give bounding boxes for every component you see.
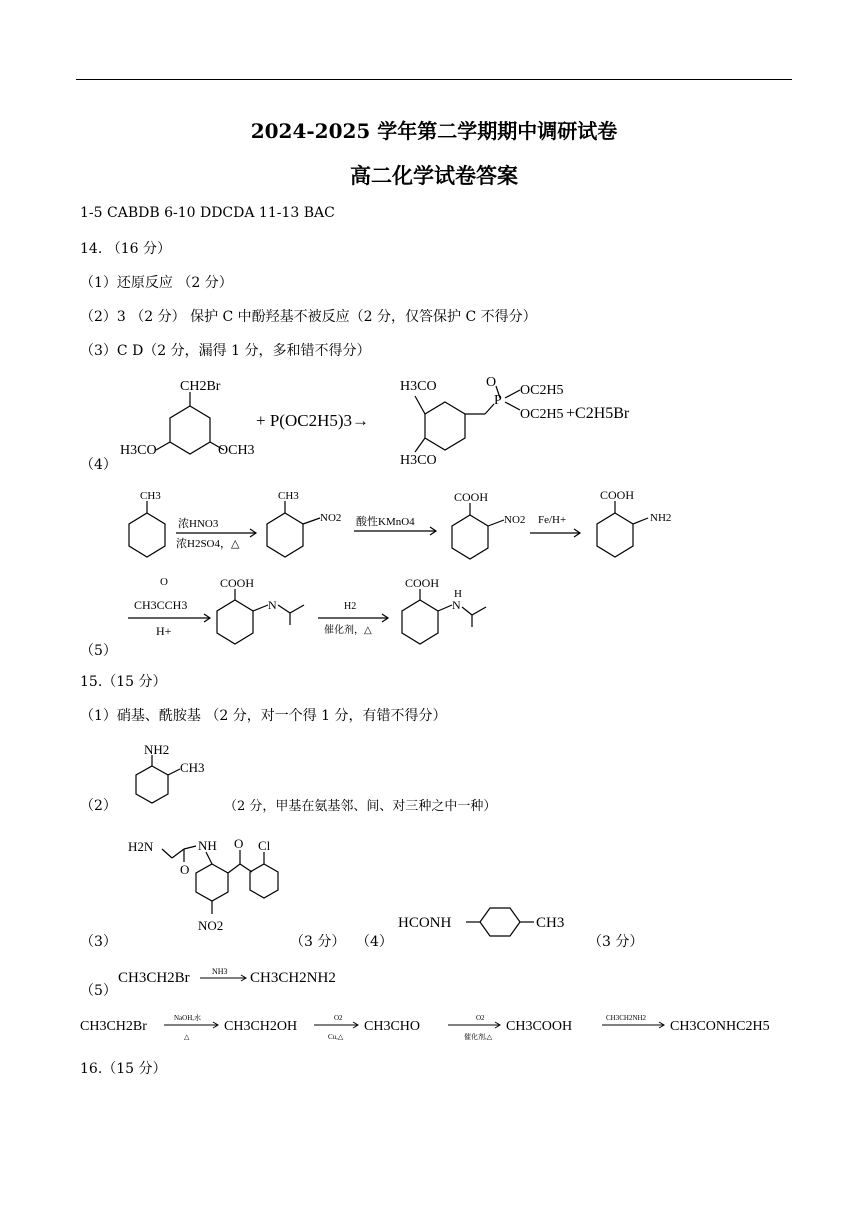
imine-cooh: COOH <box>220 576 255 590</box>
route-b-s3: CH3CHO <box>364 1019 421 1034</box>
route-b-s2: CH3CH2OH <box>224 1019 298 1034</box>
q15-part5-label: （5） <box>80 983 117 999</box>
q15-part5-route-b <box>78 1008 788 1044</box>
product-methoxy-bottom: H3CO <box>400 453 437 468</box>
route-a-product: CH3CH2NH2 <box>250 970 336 986</box>
q14-part4-reaction <box>110 368 670 468</box>
q15-part2-note: （2 分，甲基在氨基邻、间、对三种之中一种） <box>224 799 497 814</box>
q15-part3-structure <box>128 832 288 940</box>
q14-heading: 14. （16 分） <box>80 241 171 257</box>
acid-catalyst: H+ <box>156 624 172 638</box>
glycine-amino: H2N <box>128 839 154 854</box>
anthranilic-ring <box>597 513 633 557</box>
amide-oxygen: O <box>180 862 190 877</box>
amine-hydrogen: H <box>454 588 462 600</box>
q14-part4-label: （4） <box>80 457 117 473</box>
route-b-c2-top: O2 <box>334 1014 343 1022</box>
mc-answers: 1-5 CABDB 6-10 DDCDA 11-13 BAC <box>80 205 335 221</box>
byproduct-ethyl-bromide: +C2H5Br <box>566 405 630 422</box>
nitrotoluene-no2: NO2 <box>320 512 342 524</box>
nitration-reagent: 浓HNO3 <box>178 518 219 530</box>
nitration-catalyst: 浓H2SO4，△ <box>176 538 240 550</box>
phosphorus: P <box>494 393 502 408</box>
route-b-c1-bottom: △ <box>184 1033 190 1041</box>
nitrobenzoic-no2: NO2 <box>504 514 526 526</box>
amine-cooh: COOH <box>405 576 440 590</box>
q15-heading: 15.（15 分） <box>80 674 167 690</box>
nitro-label: NO2 <box>198 918 224 933</box>
q15-part4-label: （4） <box>356 934 393 950</box>
q14-part5-label: （5） <box>80 643 117 659</box>
q16-heading: 16.（15 分） <box>80 1061 167 1077</box>
q15-part2-label: （2） <box>80 798 117 814</box>
oxidation-reagent: 酸性KMnO4 <box>356 516 415 528</box>
route-b-s1: CH3CH2Br <box>80 1019 147 1034</box>
q15-part4-score: （3 分） <box>588 934 644 950</box>
benzene-ring-2 <box>425 402 465 450</box>
route-b-c3-bottom: 催化剂,△ <box>464 1033 493 1041</box>
toluene-ring <box>129 513 165 557</box>
reagent-phosphite: + P(OC2H5)3→ <box>256 411 370 430</box>
route-a-reactant: CH3CH2Br <box>118 970 190 986</box>
amine-ring <box>402 600 438 644</box>
ch2br-label: CH2Br <box>180 379 221 394</box>
nitrotoluene-ring <box>267 513 303 557</box>
q15-part3-label: （3） <box>80 934 117 950</box>
imine-ring <box>217 600 253 644</box>
nitrobenzoic-cooh: COOH <box>454 490 489 504</box>
ethoxy-2: OC2H5 <box>520 407 564 422</box>
methyl-label: CH3 <box>180 760 205 775</box>
q15-part3-score: （3 分） <box>290 934 346 950</box>
route-b-c3-top: O2 <box>476 1014 485 1022</box>
q15-part5-route-a <box>116 962 356 990</box>
chloro-label: Cl <box>258 838 271 853</box>
q14-part5-scheme <box>110 485 710 660</box>
amine-nitrogen: N <box>452 598 461 612</box>
route-b-c4-top: CH3CH2NH2 <box>606 1014 647 1022</box>
nitrobenzoic-ring <box>452 515 488 559</box>
imine-nitrogen: N <box>268 598 277 612</box>
nitrotoluene-ch3: CH3 <box>278 490 299 502</box>
hydrogenation-catalyst: 催化剂，△ <box>324 625 372 636</box>
q14-part1: （1）还原反应 （2 分） <box>80 275 233 291</box>
methoxy-left: H3CO <box>120 443 157 458</box>
q15-part4-structure <box>396 900 576 944</box>
reduction-reagent: Fe/H+ <box>538 514 567 526</box>
route-b-s5: CH3CONHC2H5 <box>670 1019 770 1034</box>
exam-title: 2024-2025 学年第二学期期中调研试卷 <box>250 119 618 143</box>
phosphonate-oxygen: O <box>486 375 497 390</box>
acetone-reagent: CH3CCH3 <box>134 598 188 612</box>
acetone-oxygen: O <box>160 576 168 588</box>
ketone-oxygen: O <box>234 836 244 851</box>
toluene-ch3: CH3 <box>140 490 161 502</box>
route-b-c2-bottom: Cu,△ <box>328 1033 344 1041</box>
route-a-condition: NH3 <box>212 967 228 976</box>
q15-part1: （1）硝基、酰胺基 （2 分，对一个得 1 分，有错不得分） <box>80 708 447 724</box>
benzene-ring-1 <box>170 406 210 454</box>
q14-part2: （2）3 （2 分） 保护 C 中酚羟基不被反应（2 分，仅答保护 C 不得分） <box>80 309 537 325</box>
q14-part3: （3）C D（2 分，漏得 1 分，多和错不得分） <box>80 343 371 359</box>
q15-part2-structure <box>130 742 220 814</box>
formamide-label: HCONH <box>398 915 452 931</box>
product-methoxy-top: H3CO <box>400 379 437 394</box>
route-b-s4: CH3COOH <box>506 1019 573 1034</box>
header-rule <box>76 79 792 80</box>
route-b-c1-top: NaOH,水 <box>174 1014 202 1022</box>
hydrogenation-reagent: H2 <box>344 601 357 612</box>
amino-label: NH2 <box>144 742 170 757</box>
exam-subtitle: 高二化学试卷答案 <box>350 163 518 188</box>
anthranilic-cooh: COOH <box>600 488 635 502</box>
ethoxy-1: OC2H5 <box>520 383 564 398</box>
para-methyl-label: CH3 <box>536 915 565 931</box>
methoxy-right: OCH3 <box>218 443 255 458</box>
anthranilic-nh2: NH2 <box>650 512 672 524</box>
amide-nh: NH <box>198 838 217 853</box>
